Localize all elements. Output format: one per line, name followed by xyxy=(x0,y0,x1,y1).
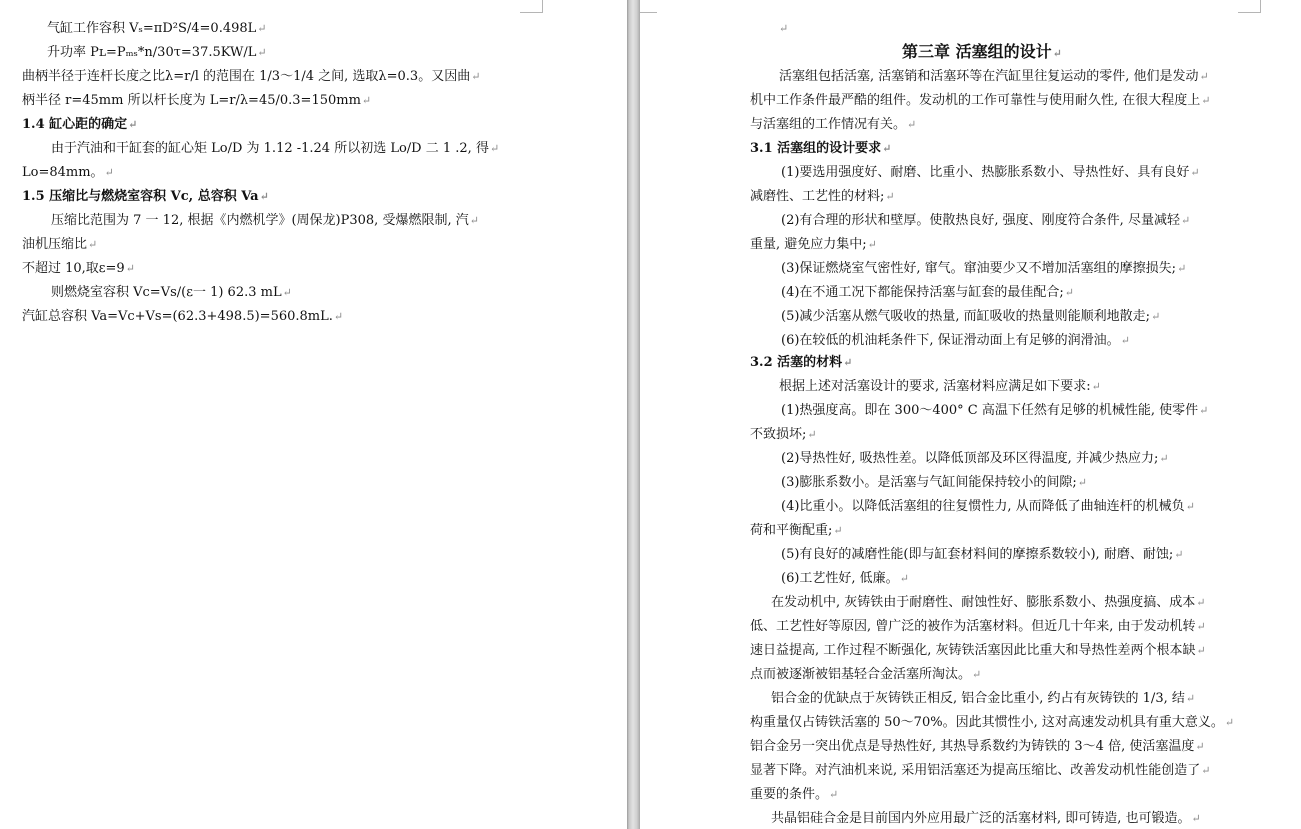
paragraph-mark-icon: ↵ xyxy=(833,524,843,537)
paragraph-mark-icon: ↵ xyxy=(1077,476,1088,489)
paragraph-mark-icon: ↵ xyxy=(899,572,909,585)
paragraph-mark-icon: ↵ xyxy=(1185,692,1196,705)
line-text: 柄半径 r=45mm 所以杆长度为 L=r/λ=45/0.3=150mm xyxy=(22,93,361,108)
paragraph-mark-icon: ↵ xyxy=(885,190,895,203)
text-line xyxy=(781,447,1169,471)
line-text: 速日益提高, 工作过程不断强化, 灰铸铁活塞因此比重大和导热性差两个根本缺 xyxy=(750,643,1196,658)
text-line xyxy=(47,17,267,41)
paragraph-mark-icon: ↵ xyxy=(128,118,138,131)
paragraph-mark-icon: ↵ xyxy=(867,238,877,251)
paragraph-mark-icon: ↵ xyxy=(88,238,98,251)
text-line xyxy=(750,113,916,137)
text-line xyxy=(750,711,1234,735)
text-line xyxy=(781,329,1130,353)
text-line xyxy=(750,185,895,209)
line-text: (4)在不通工况下都能保持活塞与缸套的最佳配合; xyxy=(781,285,1064,300)
line-text: 点而被逐渐被铝基轻合金活塞所淘汰。 xyxy=(750,667,972,682)
line-text: 曲柄半径于连杆长度之比λ=r/l 的范围在 1/3～1/4 之间, 选取λ=0.3。又因曲 xyxy=(22,69,471,84)
text-line xyxy=(771,807,1201,829)
paragraph-mark-icon: ↵ xyxy=(257,46,267,59)
paragraph-mark-icon: ↵ xyxy=(1201,764,1211,777)
line-text: (1)热强度高。即在 300～400° C 高温下任然有足够的机械性能, 使零件 xyxy=(781,403,1199,418)
line-text: 由于汽油和干缸套的缸心矩 Lo/D 为 1.12 -1.24 所以初选 Lo/D 二 1 .2, 得 xyxy=(51,141,489,156)
paragraph-mark-icon: ↵ xyxy=(1177,262,1187,275)
text-line xyxy=(22,65,480,89)
line-text: (3)膨胀系数小。是活塞与气缸间能保持较小的间隙; xyxy=(781,475,1077,490)
paragraph-mark-icon: ↵ xyxy=(259,190,269,203)
line-text: 在发动机中, 灰铸铁由于耐磨性、耐蚀性好、膨胀系数小、热强度搞、成本 xyxy=(771,595,1196,610)
line-text: 根据上述对活塞设计的要求, 活塞材料应满足如下要求: xyxy=(779,379,1091,394)
text-line xyxy=(51,281,292,305)
section-heading xyxy=(750,137,891,161)
line-text: 活塞组包括活塞, 活塞销和活塞环等在汽缸里往复运动的零件, 他们是发动 xyxy=(779,69,1199,84)
line-text: 重要的条件。 xyxy=(750,787,829,802)
paragraph-mark-icon: ↵ xyxy=(1190,166,1200,179)
text-line xyxy=(778,17,788,41)
text-line xyxy=(781,471,1087,495)
text-line xyxy=(781,399,1208,423)
paragraph-mark-icon: ↵ xyxy=(1196,596,1206,609)
text-line xyxy=(22,89,371,113)
line-text: 构重量仅占铸铁活塞的 50～70%。因此其惯性小, 这对高速发动机具有重大意义。 xyxy=(750,715,1224,730)
line-text: 不超过 10,取ε=9 xyxy=(22,261,125,276)
text-line xyxy=(750,423,817,447)
paragraph-mark-icon: ↵ xyxy=(1196,644,1206,657)
line-text: 荷和平衡配重; xyxy=(750,523,833,538)
text-line xyxy=(781,257,1186,281)
line-text: (2)导热性好, 吸热性差。以降低顶部及环区得温度, 并减少热应力; xyxy=(781,451,1159,466)
text-line xyxy=(779,65,1209,89)
line-text: 3.1 活塞组的设计要求 xyxy=(750,141,882,156)
paragraph-mark-icon: ↵ xyxy=(489,142,500,155)
line-text: (4)比重小。以降低活塞组的往复惯性力, 从而降低了曲轴连杆的机械负 xyxy=(781,499,1185,514)
line-text: 升功率 Pʟ=Pₘₛ*n/30τ=37.5KW/L xyxy=(47,45,257,60)
page-text xyxy=(640,0,1301,829)
paragraph-mark-icon: ↵ xyxy=(1199,404,1209,417)
line-text: (1)要选用强度好、耐磨、比重小、热膨胀系数小、导热性好、具有良好 xyxy=(781,165,1190,180)
line-text: 显著下降。对汽油机来说, 采用铝活塞还为提高压缩比、改善发动机性能创造了 xyxy=(750,763,1201,778)
line-text: (3)保证燃烧室气密性好, 窜气。窜油要少又不增加活塞组的摩擦损失; xyxy=(781,261,1177,276)
line-text: 重量, 避免应力集中; xyxy=(750,237,867,252)
text-line xyxy=(750,735,1205,759)
paragraph-mark-icon: ↵ xyxy=(1199,70,1209,83)
line-text: 低、工艺性好等原因, 曾广泛的被作为活塞材料。但近几十年来, 由于发动机转 xyxy=(750,619,1196,634)
line-text: 压缩比范围为 7 一 12, 根据《内燃机学》(周保龙)P308, 受爆燃限制, 汽 xyxy=(51,213,469,228)
paragraph-mark-icon: ↵ xyxy=(1180,214,1191,227)
paragraph-mark-icon: ↵ xyxy=(1224,716,1235,729)
paragraph-mark-icon: ↵ xyxy=(1052,47,1062,60)
text-line xyxy=(22,233,97,257)
line-text: 铝合金的优缺点于灰铸铁正相反, 铝合金比重小, 约占有灰铸铁的 1/3, 结 xyxy=(771,691,1185,706)
line-text: 减磨性、工艺性的材料; xyxy=(750,189,885,204)
paragraph-mark-icon: ↵ xyxy=(779,22,789,35)
line-text: 第三章 活塞组的设计 xyxy=(902,42,1052,61)
line-text: 3.2 活塞的材料 xyxy=(750,355,843,370)
paragraph-mark-icon: ↵ xyxy=(972,668,982,681)
text-line xyxy=(22,305,343,329)
text-line xyxy=(771,591,1205,615)
paragraph-mark-icon: ↵ xyxy=(829,788,839,801)
paragraph-mark-icon: ↵ xyxy=(1185,500,1195,513)
paragraph-mark-icon: ↵ xyxy=(125,262,135,275)
paragraph-mark-icon: ↵ xyxy=(807,428,817,441)
paragraph-mark-icon: ↵ xyxy=(361,94,372,107)
text-line xyxy=(779,375,1101,399)
section-heading xyxy=(22,185,269,209)
paragraph-mark-icon: ↵ xyxy=(1120,334,1130,347)
paragraph-mark-icon: ↵ xyxy=(1174,548,1184,561)
document-page-right xyxy=(640,0,1301,829)
line-text: 共晶铝硅合金是目前国内外应用最广泛的活塞材料, 即可铸造, 也可锻造。 xyxy=(771,811,1191,826)
text-line xyxy=(750,615,1206,639)
paragraph-mark-icon: ↵ xyxy=(843,356,853,369)
paragraph-mark-icon: ↵ xyxy=(471,70,481,83)
paragraph-mark-icon: ↵ xyxy=(1159,452,1169,465)
text-line xyxy=(750,759,1210,783)
section-heading xyxy=(22,113,137,137)
line-text: 机中工作条件最严酷的组件。发动机的工作可靠性与使用耐久性, 在很大程度上 xyxy=(750,93,1201,108)
paragraph-mark-icon: ↵ xyxy=(1151,310,1161,323)
line-text: (6)工艺性好, 低廉。 xyxy=(781,571,899,586)
line-text: 1.4 缸心距的确定 xyxy=(22,117,128,132)
chapter-title xyxy=(902,40,1062,64)
line-text: (2)有合理的形状和壁厚。使散热良好, 强度、刚度符合条件, 尽量减轻 xyxy=(781,213,1180,228)
paragraph-mark-icon: ↵ xyxy=(1191,812,1201,825)
line-text: 与活塞组的工作情况有关。 xyxy=(750,117,907,132)
paragraph-mark-icon: ↵ xyxy=(1195,740,1205,753)
text-line xyxy=(750,519,843,543)
paragraph-mark-icon: ↵ xyxy=(1196,620,1206,633)
text-line xyxy=(750,639,1206,663)
text-line xyxy=(781,543,1183,567)
line-text: 不致损坏; xyxy=(750,427,807,442)
document-page-left xyxy=(0,0,627,829)
paragraph-mark-icon: ↵ xyxy=(469,214,479,227)
line-text: 汽缸总容积 Va=Vc+Vs=(62.3+498.5)=560.8mL. xyxy=(22,309,333,324)
paragraph-mark-icon: ↵ xyxy=(333,310,344,323)
text-line xyxy=(750,663,981,687)
page-gutter xyxy=(627,0,640,829)
line-text: Lo=84mm。 xyxy=(22,165,104,180)
text-line xyxy=(781,209,1190,233)
text-line xyxy=(51,209,479,233)
text-line xyxy=(781,281,1074,305)
line-text: 则燃烧室容积 Vc=Vs/(ε一 1) 62.3 mL xyxy=(51,285,282,300)
text-line xyxy=(750,783,838,807)
paragraph-mark-icon: ↵ xyxy=(882,142,892,155)
text-line xyxy=(22,161,114,185)
line-text: 气缸工作容积 Vₛ=πD²S/4=0.498L xyxy=(47,21,257,36)
paragraph-mark-icon: ↵ xyxy=(1091,380,1101,393)
text-line xyxy=(750,233,877,257)
paragraph-mark-icon: ↵ xyxy=(257,22,267,35)
page-text xyxy=(0,0,627,829)
line-text: 铝合金另一突出优点是导热性好, 其热导系数约为铸铁的 3～4 倍, 使活塞温度 xyxy=(750,739,1195,754)
line-text: 1.5 压缩比与燃烧室容积 Vc, 总容积 Va xyxy=(22,189,259,204)
text-line xyxy=(781,567,909,591)
text-line xyxy=(781,161,1200,185)
paragraph-mark-icon: ↵ xyxy=(104,166,114,179)
text-line xyxy=(771,687,1195,711)
paragraph-mark-icon: ↵ xyxy=(1201,94,1211,107)
line-text: (5)有良好的减磨性能(即与缸套材料间的摩擦系数较小), 耐磨、耐蚀; xyxy=(781,547,1174,562)
paragraph-mark-icon: ↵ xyxy=(1064,286,1075,299)
line-text: 油机压缩比 xyxy=(22,237,88,252)
line-text: (6)在较低的机油耗条件下, 保证滑动面上有足够的润滑油。 xyxy=(781,333,1120,348)
section-heading xyxy=(750,351,852,375)
line-text: (5)减少活塞从燃气吸收的热量, 而缸吸收的热量则能顺利地散走; xyxy=(781,309,1151,324)
text-line xyxy=(22,257,135,281)
text-line xyxy=(750,89,1210,113)
text-line xyxy=(47,41,267,65)
paragraph-mark-icon: ↵ xyxy=(282,286,292,299)
paragraph-mark-icon: ↵ xyxy=(907,118,917,131)
text-line xyxy=(781,305,1160,329)
text-line xyxy=(781,495,1195,519)
text-line xyxy=(51,137,499,161)
